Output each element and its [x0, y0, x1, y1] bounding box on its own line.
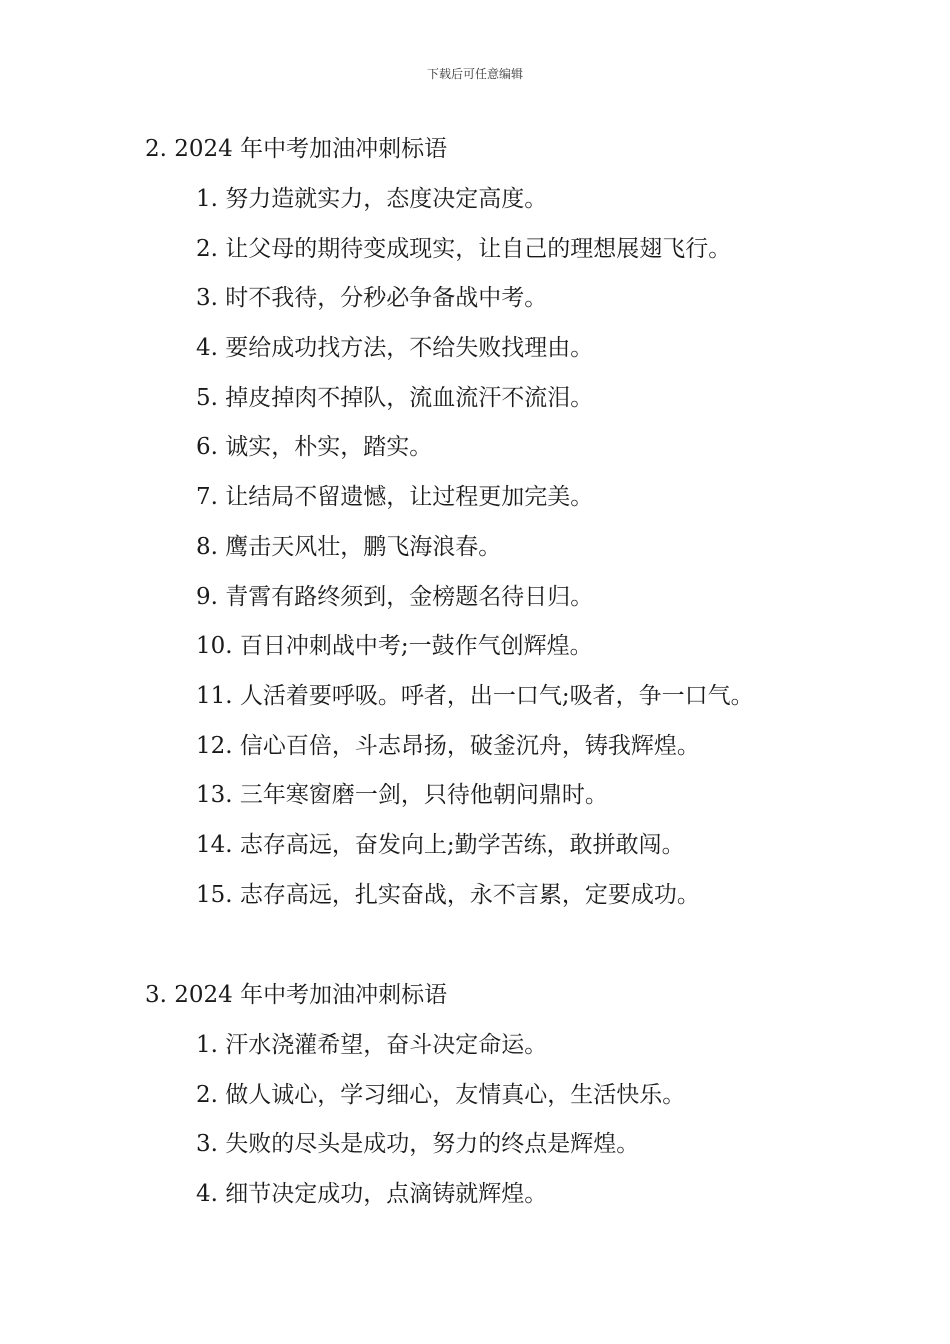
list-item: 10. 百日冲刺战中考;一鼓作气创辉煌。	[196, 633, 593, 659]
list-item: 11. 人活着要呼吸。呼者，出一口气;吸者，争一口气。	[196, 683, 754, 709]
list-item: 9. 青霄有路终须到，金榜题名待日归。	[196, 584, 594, 610]
list-item: 3. 时不我待，分秒必争备战中考。	[196, 285, 548, 311]
page-header: 下载后可任意编辑	[426, 67, 523, 81]
list-item: 3. 失败的尽头是成功，努力的终点是辉煌。	[196, 1131, 640, 1157]
list-item: 2. 做人诚心，学习细心，友情真心，生活快乐。	[196, 1082, 686, 1108]
section-title: 2. 2024 年中考加油冲刺标语	[145, 136, 448, 162]
list-item: 2. 让父母的期待变成现实，让自己的理想展翅飞行。	[196, 236, 732, 262]
list-item: 4. 要给成功找方法，不给失败找理由。	[196, 335, 594, 361]
list-item: 1. 努力造就实力，态度决定高度。	[196, 186, 548, 212]
list-item: 14. 志存高远，奋发向上;勤学苦练，敢拼敢闯。	[196, 832, 685, 858]
list-item: 6. 诚实，朴实，踏实。	[196, 434, 433, 460]
list-item: 4. 细节决定成功，点滴铸就辉煌。	[196, 1181, 548, 1207]
list-item: 5. 掉皮掉肉不掉队，流血流汗不流泪。	[196, 385, 594, 411]
section-title: 3. 2024 年中考加油冲刺标语	[145, 982, 448, 1008]
list-item: 8. 鹰击天风壮，鹏飞海浪春。	[196, 534, 502, 560]
list-item: 13. 三年寒窗磨一剑，只待他朝问鼎时。	[196, 782, 608, 808]
list-item: 7. 让结局不留遗憾，让过程更加完美。	[196, 484, 594, 510]
list-item: 1. 汗水浇灌希望，奋斗决定命运。	[196, 1032, 548, 1058]
list-item: 12. 信心百倍，斗志昂扬，破釜沉舟，铸我辉煌。	[196, 733, 700, 759]
list-item: 15. 志存高远，扎实奋战，永不言累，定要成功。	[196, 882, 700, 908]
